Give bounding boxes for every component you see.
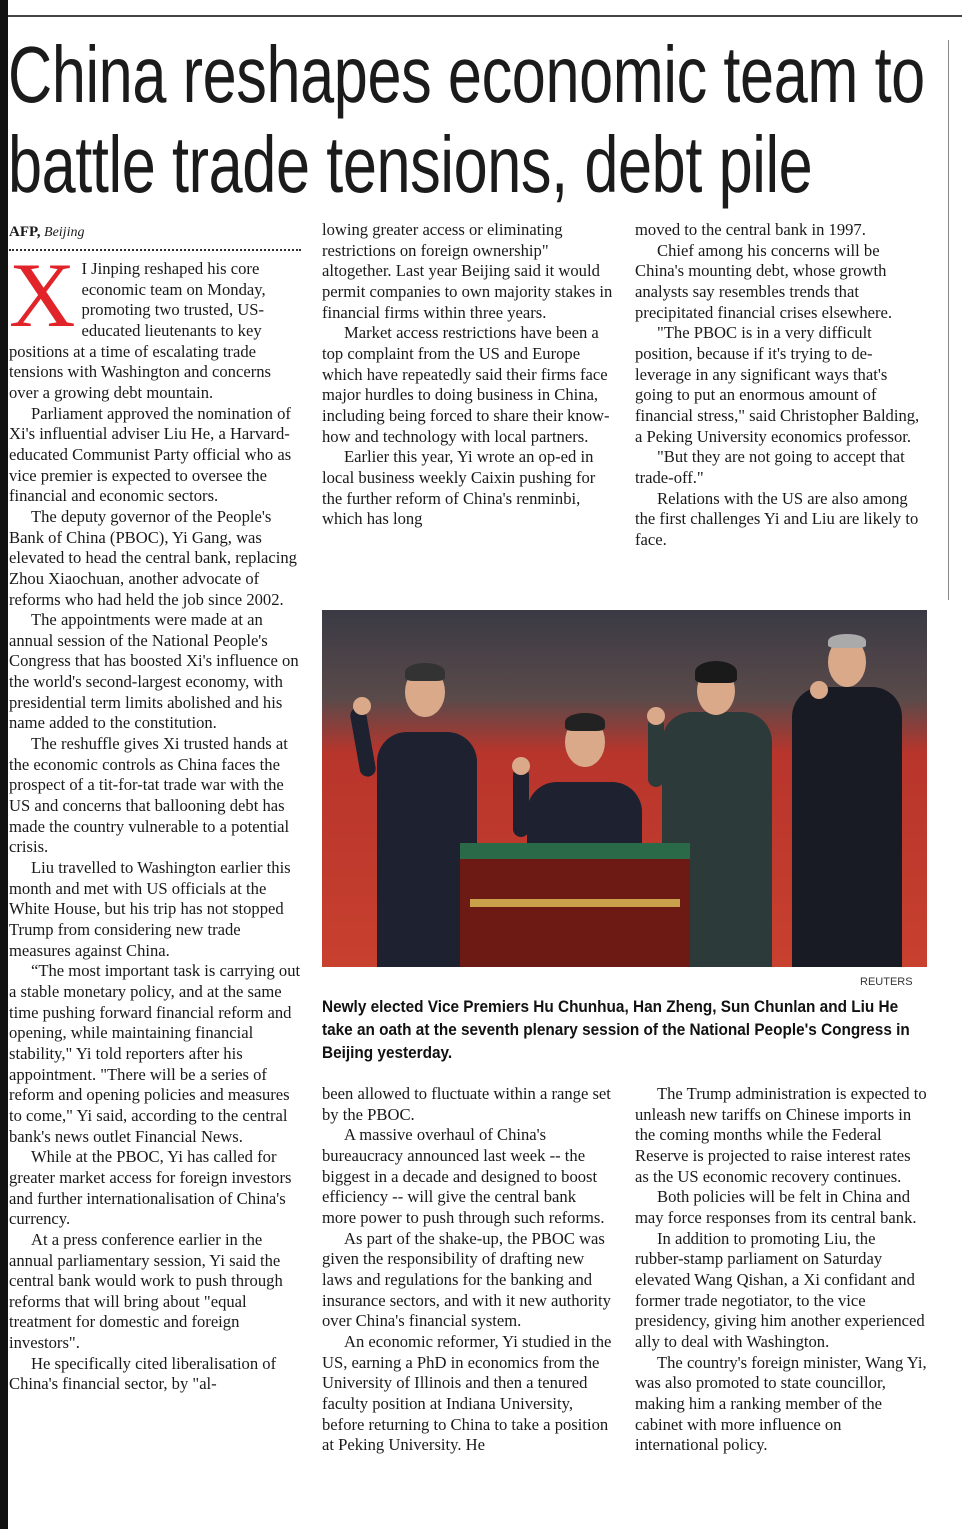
paragraph: An economic reformer, Yi studied in the US, earning a PhD in economics from the University of Illinois and then a tenured faculty position at Indiana University, before returning to China to take a position at Peking University. He (322, 1331, 612, 1455)
page-edge-bar (0, 0, 8, 1529)
paragraph: As part of the shake-up, the PBOC was given the responsibility of drafting new laws and regulations for the banking and insurance sectors, and with it new authority over China's financial system. (322, 1228, 611, 1331)
column-2-bottom (322, 1084, 614, 1456)
paragraph: He specifically cited liberalisation of China's financial sector, by "al- (9, 1353, 277, 1394)
headline (8, 30, 925, 210)
paragraph: Chief among his concerns will be China's mounting debt, whose growth analysts say resembles trends that precipitated financial crises elsewhere. (635, 240, 893, 322)
column-rule (948, 40, 949, 600)
byline-location: Beijing (44, 225, 85, 240)
photo-credit: REUTERS (860, 976, 913, 988)
paragraph: The Trump administration is expected to unleash new tariffs on Chinese imports in the coming months while the Federal Reserve is projected to raise interest rates as the US economic recovery continues. (635, 1084, 927, 1186)
paragraph: A massive overhaul of China's bureaucracy announced last week -- the biggest in a decade and designed to boost efficiency -- will give the central bank more power to push through such reforms. (322, 1125, 605, 1227)
paragraph: The deputy governor of the People's Bank of China (PBOC), Yi Gang, was elevated to head the central bank, replacing Zhou Xiaochuan, another advocate of reforms who had held the job since 2002. (9, 506, 297, 609)
column-2-top (322, 220, 614, 530)
paragraph: been allowed to fluctuate within a range set by the PBOC. (322, 1084, 611, 1124)
paragraph: At a press conference earlier in the annual parliamentary session, Yi said the central bank would work to push through reforms that will bring about "equal treatment for domestic and foreign investors". (9, 1229, 283, 1353)
photo-caption: Newly elected Vice Premiers Hu Chunhua, Han Zheng, Sun Chunlan and Liu He take an oath at the seventh plenary session of the National People's Congress in Beijing yesterday. (322, 998, 910, 1062)
column-3-top (635, 220, 927, 551)
column-3-bottom (635, 1084, 927, 1456)
news-photo (322, 610, 927, 967)
paragraph: lowing greater access or eliminating restrictions on foreign ownership" altogether. Last year Beijing said it would permit companies to own majority stakes in financial firms within three years. (322, 220, 613, 322)
paragraph: "The PBOC is in a very difficult position, because if it's trying to de-leverage in any significant ways that's going to put an enormous amount of financial stress," said Christopher Balding, a Peking University economics professor. (635, 323, 920, 446)
paragraph: I Jinping reshaped his core economic team on Monday, promoting two trusted, US-educated lieutenants to key positions at a time of escalating trade tensions with Washington and concerns over a growing debt mountain. (9, 259, 271, 402)
paragraph: The country's foreign minister, Wang Yi, was also promoted to state councillor, making him a ranking member of the cabinet with more influence on international policy. (635, 1352, 927, 1455)
paragraph: The reshuffle gives Xi trusted hands at the economic controls as China faces the prospect of a tit-for-tat trade war with the US and concerns that ballooning debt has made the country vulnerable to a potential crisis. (9, 734, 290, 857)
paragraph: Earlier this year, Yi wrote an op-ed in local business weekly Caixin pushing for the further reform of China's renminbi, which has long (322, 447, 596, 529)
paragraph: Relations with the US are also among the first challenges Yi and Liu are likely to face. (635, 488, 919, 549)
podium (460, 843, 690, 967)
paragraph: In addition to promoting Liu, the rubber-stamp parliament on Saturday elevated Wang Qishan, a Xi confidant and former trade negotiator, to the vice presidency, giving him another experienced ally to deal with Washington. (635, 1228, 925, 1351)
paragraph: Liu travelled to Washington earlier this month and met with US officials at the White House, but his trip has not stopped Trump from considering new trade measures against China. (9, 858, 291, 960)
drop-cap: X (9, 244, 76, 346)
top-rule (8, 15, 962, 17)
paragraph: Market access restrictions have been a top complaint from the US and Europe which have repeatedly said their firms face major hurdles to doing business in China, including being forced to share their know-how and technology with local partners. (322, 323, 610, 446)
column-1 (9, 222, 301, 1395)
paragraph: While at the PBOC, Yi has called for greater market access for foreign investors and further internationalisation of China's currency. (9, 1147, 292, 1229)
headline-line-1: China reshapes economic team to (8, 30, 925, 119)
byline (9, 222, 301, 243)
headline-line-2: battle trade tensions, debt pile (8, 120, 813, 209)
paragraph: The appointments were made at an annual session of the National People's Congress that has boosted Xi's influence on the world's second-largest economy, with presidential term limits abolished and his name added to the constitution. (9, 610, 299, 733)
paragraph: Parliament approved the nomination of Xi's influential adviser Liu He, a Harvard-educated Communist Party official who as vice premier is expected to oversee the financial and economic sectors. (9, 403, 292, 506)
paragraph: “The most important task is carrying out a stable monetary policy, and at the same time pushing forward financial reform and opening, while maintaining financial stability," Yi told reporters after his appointment. "There will be a series of reform and opening policies and measures to come," Yi said, according to the central bank's news outlet Financial News. (9, 961, 301, 1146)
byline-agency: AFP, (9, 224, 41, 240)
paragraph: "But they are not going to accept that trade-off." (635, 447, 905, 487)
paragraph: Both policies will be felt in China and may force responses from its central bank. (635, 1187, 917, 1227)
paragraph: moved to the central bank in 1997. (635, 220, 866, 239)
person-figure (792, 637, 912, 967)
